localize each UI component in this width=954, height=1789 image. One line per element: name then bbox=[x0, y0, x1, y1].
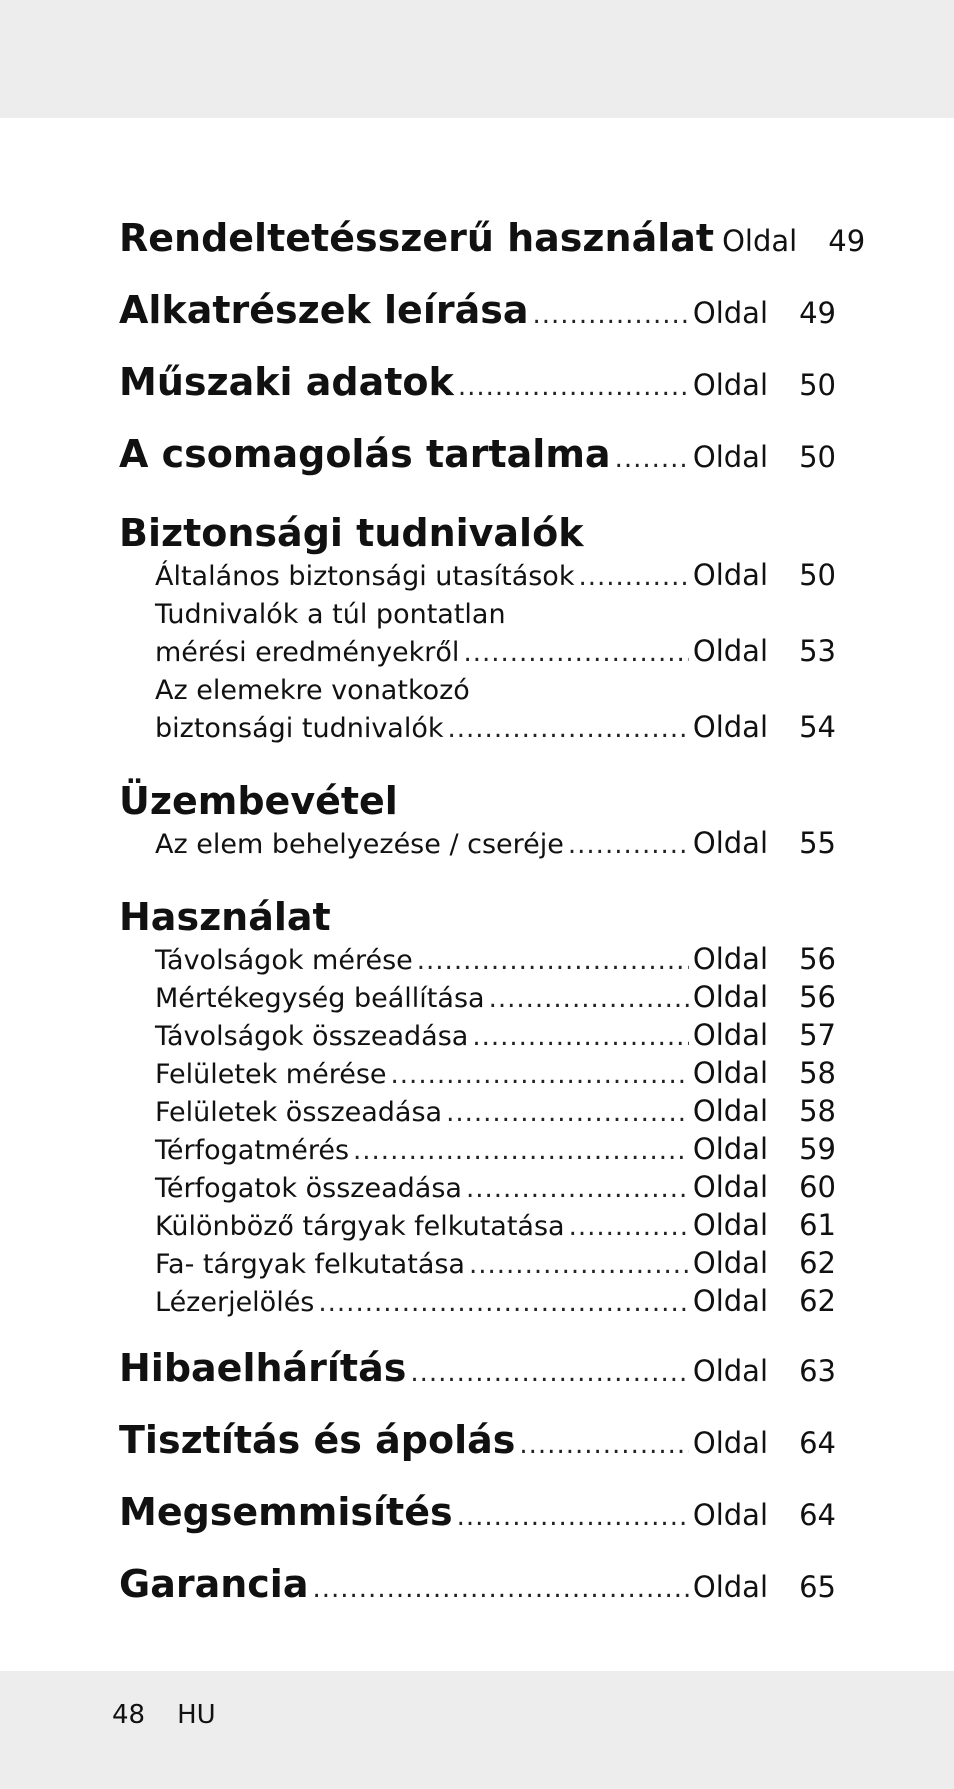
toc-entry-parts-description[interactable] bbox=[119, 288, 836, 360]
entry-title: Térfogatmérés bbox=[155, 1135, 350, 1166]
page-word: Oldal bbox=[692, 1246, 768, 1280]
entry-title: Különböző tárgyak felkutatása bbox=[155, 1211, 565, 1242]
page-word: Oldal bbox=[692, 942, 768, 976]
page-number: 57 bbox=[799, 1018, 836, 1052]
toc-subentry[interactable] bbox=[155, 1170, 836, 1208]
page-number: 56 bbox=[799, 942, 836, 976]
dot-leader bbox=[615, 444, 689, 474]
entry-title-line1: Az elemekre vonatkozó bbox=[155, 675, 470, 706]
entry-title: Alkatrészek leírása bbox=[119, 288, 529, 332]
toc-entry-technical-data[interactable] bbox=[119, 360, 836, 432]
page-number: 61 bbox=[799, 1208, 836, 1242]
page-word: Oldal bbox=[692, 634, 768, 668]
dot-leader bbox=[569, 1212, 689, 1242]
dot-leader bbox=[353, 1136, 689, 1166]
toc-subentry[interactable] bbox=[155, 634, 836, 672]
page-number: 60 bbox=[799, 1170, 836, 1204]
entry-title: Megsemmisítés bbox=[119, 1490, 453, 1534]
entry-title: Általános biztonsági utasítások bbox=[155, 561, 575, 592]
toc-entry-disposal[interactable] bbox=[119, 1490, 836, 1562]
page-number: 53 bbox=[799, 634, 836, 668]
entry-title: Távolságok mérése bbox=[155, 945, 413, 976]
page-number: 58 bbox=[799, 1056, 836, 1090]
entry-title: Műszaki adatok bbox=[119, 360, 454, 404]
toc-subentry[interactable] bbox=[155, 1018, 836, 1056]
page-number: 62 bbox=[799, 1284, 836, 1318]
dot-leader bbox=[568, 830, 689, 860]
toc-entry-troubleshooting[interactable] bbox=[119, 1346, 836, 1418]
page-number: 49 bbox=[799, 296, 836, 330]
entry-title: A csomagolás tartalma bbox=[119, 432, 611, 476]
entry-title: Tisztítás és ápolás bbox=[119, 1418, 516, 1462]
entry-title: Felületek mérése bbox=[155, 1059, 387, 1090]
dot-leader bbox=[519, 1430, 688, 1460]
dot-leader bbox=[458, 372, 689, 402]
entry-title: Fa- tárgyak felkutatása bbox=[155, 1249, 465, 1280]
page-word: Oldal bbox=[692, 1498, 768, 1532]
section-heading-commissioning[interactable]: Üzembevétel bbox=[119, 779, 398, 823]
section-heading-usage[interactable]: Használat bbox=[119, 895, 331, 939]
page-word: Oldal bbox=[692, 1132, 768, 1166]
page-word: Oldal bbox=[692, 558, 768, 592]
entry-title: Lézerjelölés bbox=[155, 1287, 315, 1318]
dot-leader bbox=[489, 984, 689, 1014]
entry-title: Rendeltetésszerű használat bbox=[119, 216, 715, 260]
toc-subentry[interactable] bbox=[155, 1056, 836, 1094]
section-items-commissioning bbox=[119, 826, 836, 864]
dot-leader bbox=[533, 300, 689, 330]
dot-leader bbox=[391, 1060, 689, 1090]
toc-subentry[interactable] bbox=[155, 1132, 836, 1170]
dot-leader bbox=[466, 1174, 689, 1204]
page-number: 50 bbox=[799, 368, 836, 402]
page-number: 64 bbox=[799, 1498, 836, 1532]
page-number: 65 bbox=[799, 1570, 836, 1604]
toc-subentry[interactable] bbox=[155, 1094, 836, 1132]
page-word: Oldal bbox=[722, 224, 798, 258]
entry-title: Garancia bbox=[119, 1562, 309, 1606]
page-word: Oldal bbox=[692, 440, 768, 474]
toc-entry-intended-use[interactable] bbox=[119, 216, 866, 288]
page-word: Oldal bbox=[692, 1056, 768, 1090]
toc-subentry[interactable] bbox=[155, 980, 836, 1018]
toc-subentry[interactable] bbox=[155, 1284, 836, 1322]
page-word: Oldal bbox=[692, 296, 768, 330]
page-word: Oldal bbox=[692, 1426, 768, 1460]
page-word: Oldal bbox=[692, 1018, 768, 1052]
entry-title-line1: Tudnivalók a túl pontatlan bbox=[155, 599, 506, 630]
dot-leader bbox=[318, 1288, 688, 1318]
toc-subentry[interactable] bbox=[155, 710, 836, 748]
page-word: Oldal bbox=[692, 368, 768, 402]
page-number: 54 bbox=[799, 710, 836, 744]
dot-leader bbox=[448, 714, 689, 744]
dot-leader bbox=[446, 1098, 689, 1128]
dot-leader bbox=[472, 1022, 689, 1052]
page-word: Oldal bbox=[692, 710, 768, 744]
toc-subentry[interactable] bbox=[155, 1246, 836, 1284]
toc-subentry[interactable] bbox=[155, 558, 836, 596]
dot-leader bbox=[457, 1502, 689, 1532]
toc-entry-package-contents[interactable] bbox=[119, 432, 836, 504]
page-word: Oldal bbox=[692, 1170, 768, 1204]
page-number: 49 bbox=[828, 224, 866, 258]
dot-leader bbox=[312, 1574, 688, 1604]
dot-leader bbox=[578, 562, 688, 592]
page-number: 63 bbox=[799, 1354, 836, 1388]
page-number: 50 bbox=[799, 558, 836, 592]
toc-entry-warranty[interactable] bbox=[119, 1562, 836, 1634]
entry-title: Távolságok összeadása bbox=[155, 1021, 469, 1052]
toc-subentry[interactable] bbox=[155, 826, 836, 864]
page-word: Oldal bbox=[692, 1094, 768, 1128]
entry-title: mérési eredményekről bbox=[155, 637, 460, 668]
dot-leader bbox=[469, 1250, 689, 1280]
entry-title: Hibaelhárítás bbox=[119, 1346, 407, 1390]
top-band bbox=[0, 0, 954, 118]
footer-page-number: 48 bbox=[112, 1700, 146, 1730]
toc-subentry[interactable] bbox=[155, 1208, 836, 1246]
footer-language: HU bbox=[177, 1700, 216, 1730]
page-number: 55 bbox=[799, 826, 836, 860]
page-word: Oldal bbox=[692, 1570, 768, 1604]
section-items-safety bbox=[119, 558, 836, 748]
section-items-usage bbox=[119, 942, 836, 1322]
page-number: 64 bbox=[799, 1426, 836, 1460]
page-word: Oldal bbox=[692, 980, 768, 1014]
page-number: 58 bbox=[799, 1094, 836, 1128]
toc-subentry[interactable] bbox=[155, 942, 836, 980]
page-number: 59 bbox=[799, 1132, 836, 1166]
page-word: Oldal bbox=[692, 826, 768, 860]
dot-leader bbox=[463, 638, 688, 668]
entry-title: Az elem behelyezése / cseréje bbox=[155, 829, 564, 860]
page-number: 62 bbox=[799, 1246, 836, 1280]
entry-title: Felületek összeadása bbox=[155, 1097, 443, 1128]
page-word: Oldal bbox=[692, 1284, 768, 1318]
page-number: 56 bbox=[799, 980, 836, 1014]
page-number: 50 bbox=[799, 440, 836, 474]
table-of-contents bbox=[119, 216, 866, 1634]
entry-title: Térfogatok összeadása bbox=[155, 1173, 462, 1204]
page-word: Oldal bbox=[692, 1354, 768, 1388]
toc-entry-cleaning-care[interactable] bbox=[119, 1418, 836, 1490]
entry-title: biztonsági tudnivalók bbox=[155, 713, 444, 744]
page-footer bbox=[112, 1700, 216, 1730]
dot-leader bbox=[417, 946, 689, 976]
section-heading-safety[interactable]: Biztonsági tudnivalók bbox=[119, 511, 584, 555]
entry-title: Mértékegység beállítása bbox=[155, 983, 485, 1014]
page-word: Oldal bbox=[692, 1208, 768, 1242]
bottom-band bbox=[0, 1671, 954, 1789]
dot-leader bbox=[410, 1358, 689, 1388]
